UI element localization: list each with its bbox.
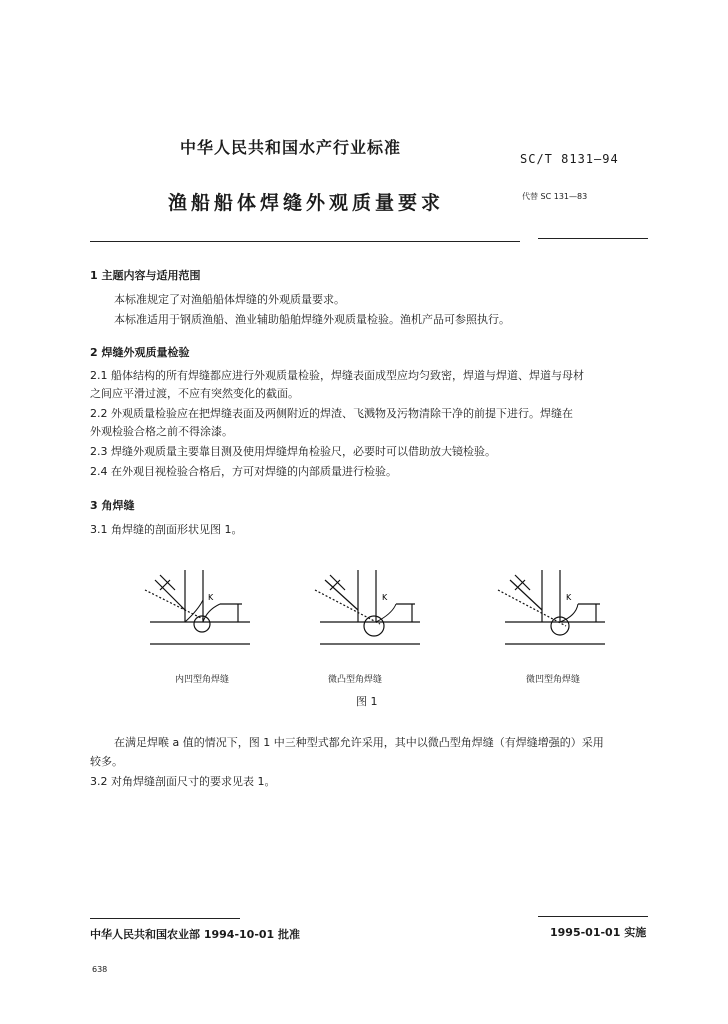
footer-rule-right <box>538 916 648 917</box>
caption-convex: 微凸型角焊缝 <box>328 675 383 685</box>
weld-sketch-concave <box>145 570 250 644</box>
caption-slight-concave: 微凹型角焊缝 <box>526 675 581 685</box>
clause-2-2-line-1: 2.2 外观质量检验应在把焊缝表面及两侧附近的焊渣、飞溅物及污物清除干净的前提下进行。焊缝在 <box>90 407 573 420</box>
dim-k-3: K <box>566 593 572 602</box>
org-title: 中华人民共和国水产行业标准 <box>180 138 402 157</box>
clause-2-3: 2.3 焊缝外观质量主要靠目测及使用焊缝焊角检验尺，必要时可以借助放大镜检验。 <box>90 445 496 458</box>
section-1-heading: 1 主题内容与适用范围 <box>90 269 201 282</box>
header-rule-right <box>538 238 648 239</box>
page-number: 638 <box>92 965 108 974</box>
clause-3-1: 3.1 角焊缝的剖面形状见图 1。 <box>90 523 243 536</box>
figure-title: 图 1 <box>356 695 378 708</box>
clause-2-2-line-2: 外观检验合格之前不得涂漆。 <box>90 425 233 438</box>
after-figure-line-1: 在满足焊喉 a 值的情况下，图 1 中三种型式都允许采用，其中以微凸型角焊缝（有焊缝增强的）采用 <box>114 736 604 749</box>
standard-code: SC/T 8131—94 <box>520 152 619 166</box>
after-figure-line-2: 较多。 <box>90 755 123 768</box>
clause-2-1-line-2: 之间应平滑过渡，不应有突然变化的截面。 <box>90 387 299 400</box>
figure-1-drawing <box>130 560 650 670</box>
header-rule-left <box>90 241 520 242</box>
section-1-para-2: 本标准适用于钢质渔船、渔业辅助船舶焊缝外观质量检验。渔机产品可参照执行。 <box>114 313 510 326</box>
dim-k-2: K <box>382 593 388 602</box>
section-2-heading: 2 焊缝外观质量检验 <box>90 346 190 359</box>
replaces-note: 代替 SC 131—83 <box>522 192 588 201</box>
clause-2-4: 2.4 在外观目视检验合格后，方可对焊缝的内部质量进行检验。 <box>90 465 397 478</box>
weld-sketch-slight-concave <box>498 570 605 644</box>
clause-2-1-line-1: 2.1 船体结构的所有焊缝都应进行外观质量检验，焊缝表面成型应均匀致密，焊道与焊道、焊道与母材 <box>90 369 584 382</box>
weld-sketch-convex <box>315 570 420 644</box>
section-1-para-1: 本标准规定了对渔船船体焊缝的外观质量要求。 <box>114 293 345 306</box>
footer-effective-date: 1995-01-01 实施 <box>550 926 647 939</box>
caption-concave: 内凹型角焊缝 <box>175 675 230 685</box>
section-3-heading: 3 角焊缝 <box>90 499 135 512</box>
dim-k-1: K <box>208 593 214 602</box>
footer-issuer: 中华人民共和国农业部 1994-10-01 批准 <box>90 928 301 941</box>
document-title: 渔船船体焊缝外观质量要求 <box>168 192 445 214</box>
footer-rule-left <box>90 918 240 919</box>
clause-3-2: 3.2 对角焊缝剖面尺寸的要求见表 1。 <box>90 775 276 788</box>
